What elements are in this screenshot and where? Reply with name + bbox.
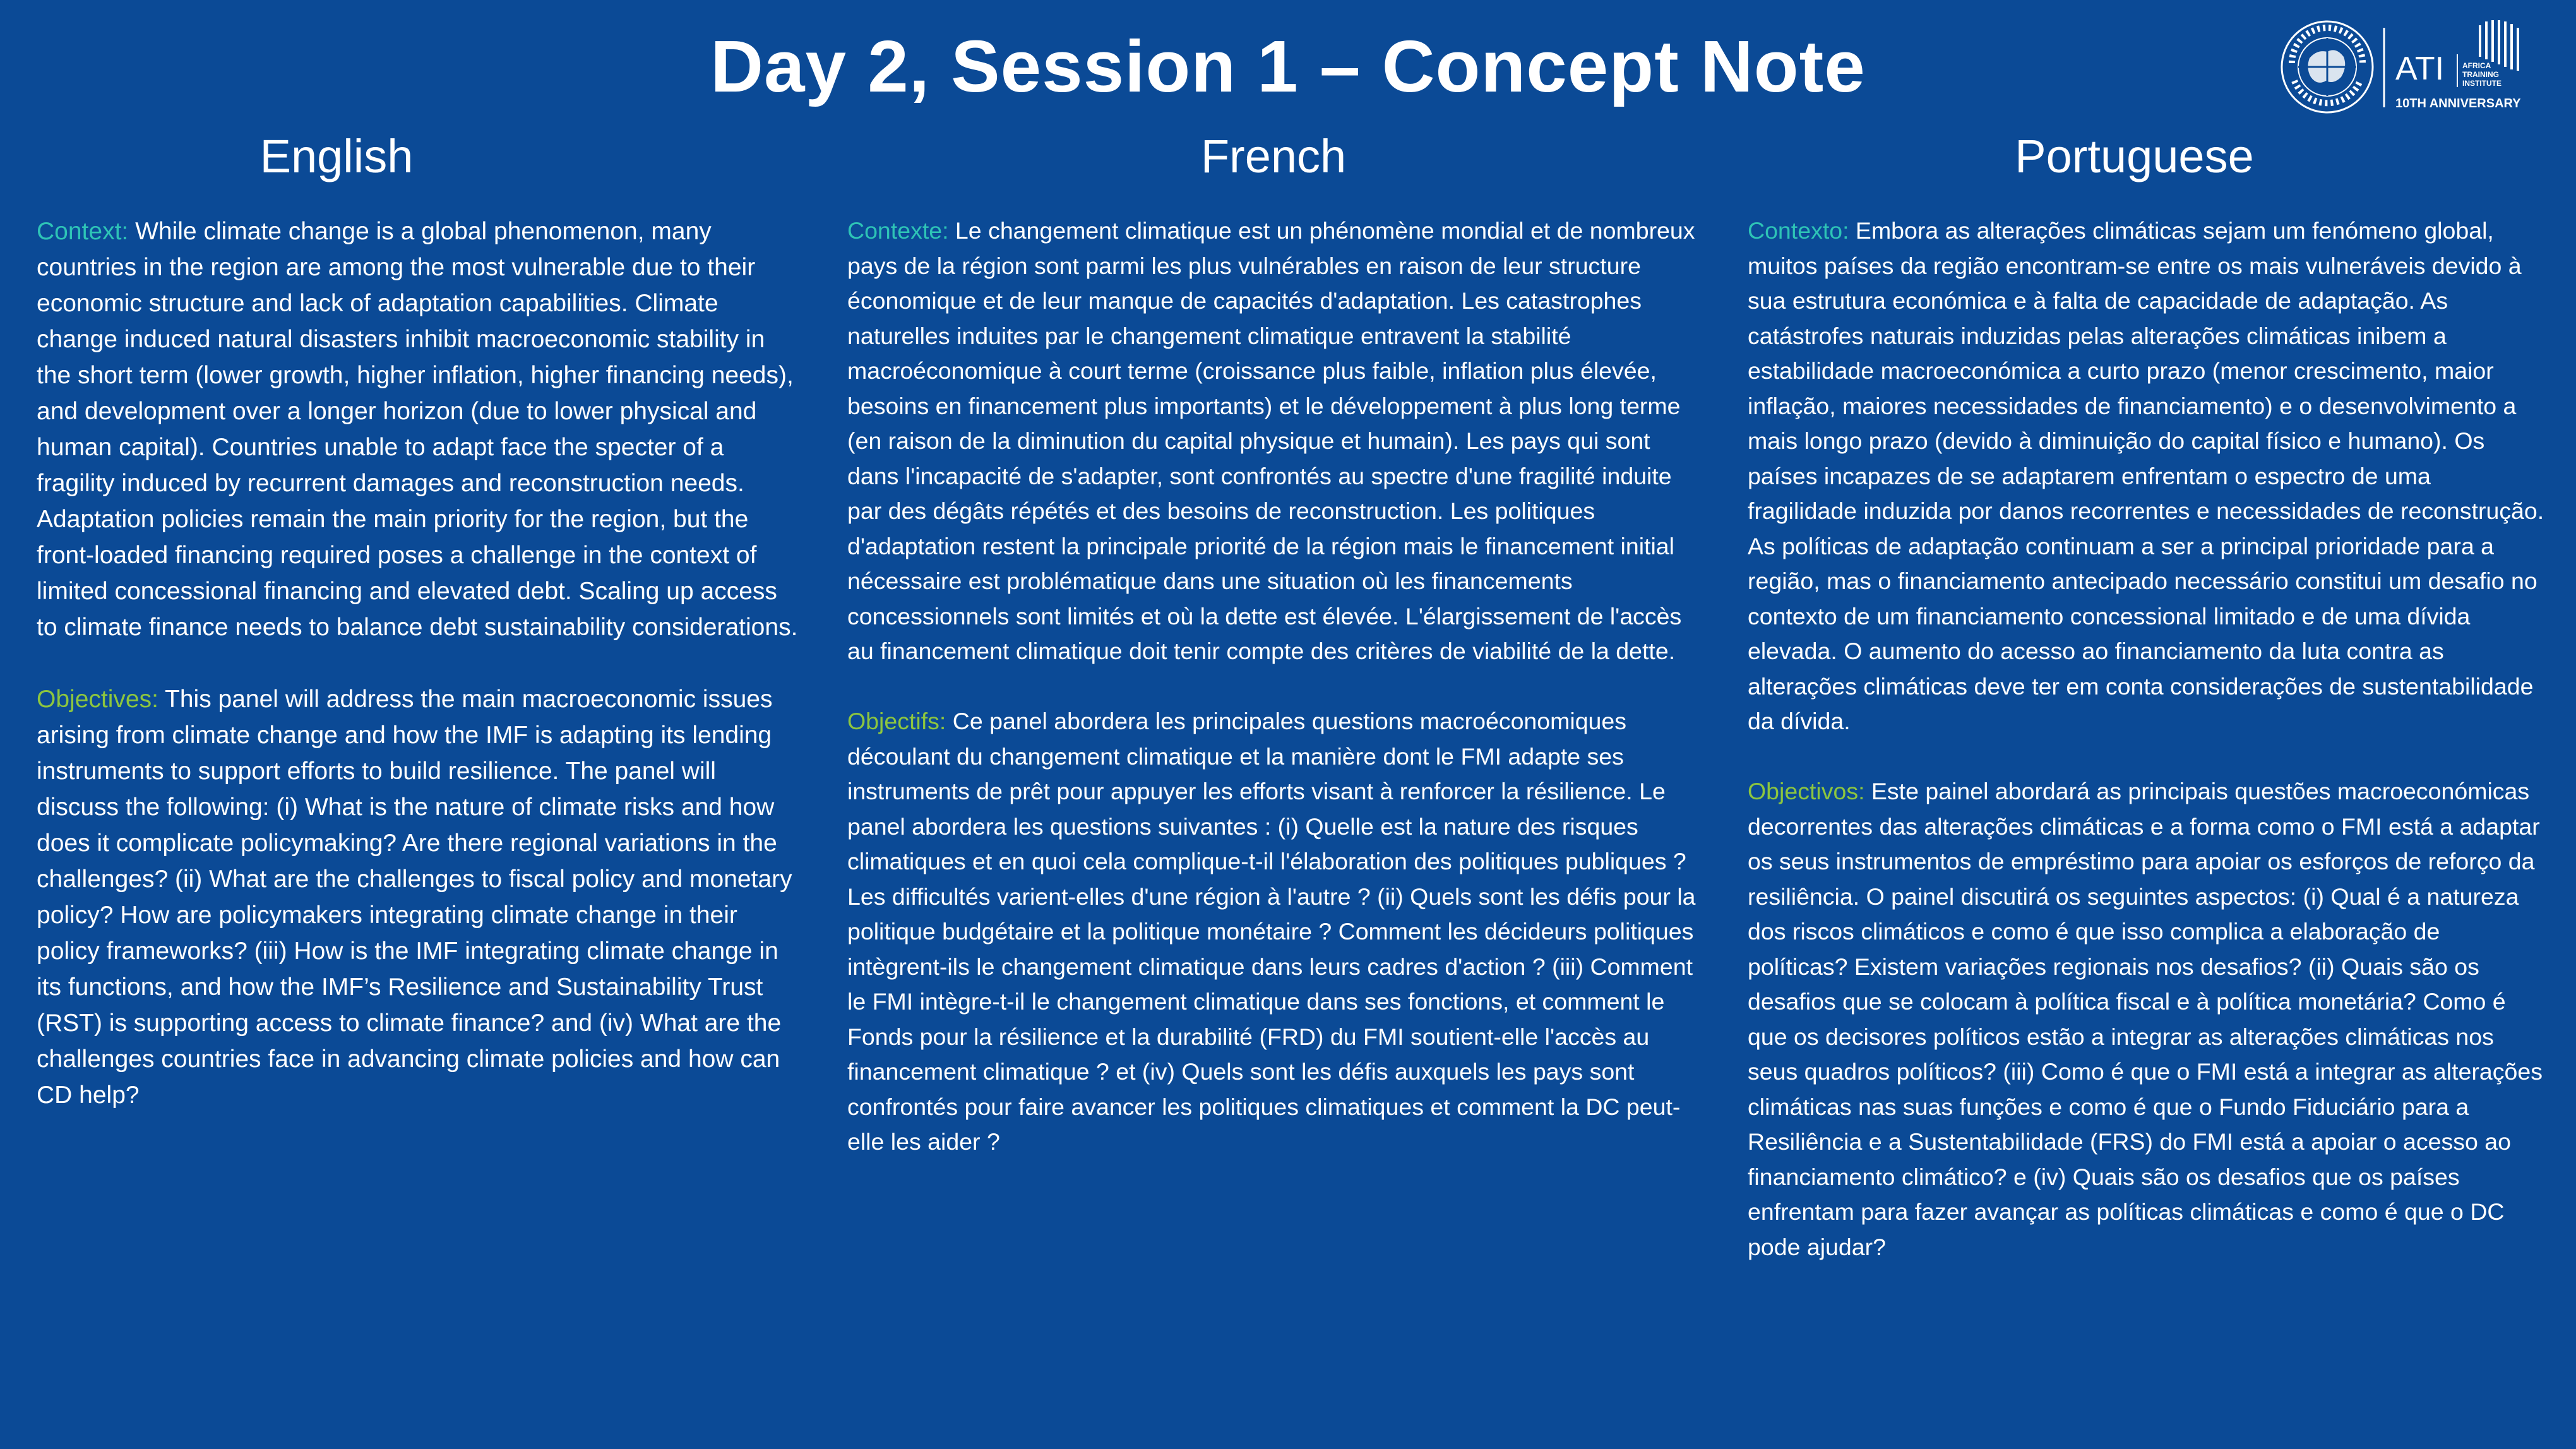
objectives-paragraph-portuguese — [1748, 774, 2546, 1265]
svg-text:10TH ANNIVERSARY: 10TH ANNIVERSARY — [2395, 97, 2521, 110]
context-text: Le changement climatique est un phénomène mondial et de nombreux pays de la région sont parmi les plus vulnérables en raison de leur structure économique et de leur manque de capacités d'adaptation. Les catastrophes naturelles induites par le changement climatique entravent la stabilité macroéconomique à court terme (croissance plus faible, inflation plus élevée, besoins en financement plus importants) et le développement à plus long terme (en raison de la diminution du capital physique et humain). Les pays qui sont dans l'incapacité de s'adapter, sont confrontés au spectre d'une fragilité induite par des dégâts répétés et des besoins de reconstruction. Les politiques d'adaptation restent la principale priorité de la région mais le financement initial nécessaire est problématique dans une situation où les financements concessionnels sont limités et où la dette est élevée. L'élargissement de l'accès au financement climatique doit tenir compte des critères de viabilité de la dette. — [847, 217, 1695, 664]
french-column — [847, 129, 1700, 1160]
column-heading-english: English — [259, 130, 414, 182]
svg-text:ATI: ATI — [2395, 51, 2445, 87]
objectives-label: Objectifs: — [847, 708, 946, 734]
page-title: Day 2, Session 1 – Concept Note — [710, 25, 1866, 107]
context-label: Contexto: — [1748, 217, 1849, 244]
objectives-text: Ce panel abordera les principales questions macroéconomiques découlant du changement climatique et la manière dont le FMI adapte ses instruments de prêt pour appuyer les efforts visant à renforcer la résilience. Le panel abordera les questions suivantes : (i) Quelle est la nature des risques climatiques et en quoi cela complique-t-il l'élaboration des politiques publiques ? Les difficultés varient-elles d'une région à l'autre ? (ii) Quels sont les défis pour la politique budgétaire et la politique monétaire ? Comment les décideurs politiques intègrent-ils le changement climatique dans leurs cadres d'action ? (iii) Comment le FMI intègre-t-il le changement climatique dans ses fonctions, et comment le Fonds pour la résilience et la durabilité (FRD) du FMI soutient-elle l'accès au financement climatique ? et (iv) Quels sont les défis auxquels les pays sont confrontés pour faire avancer les politiques climatiques et comment la DC peut-elle les aider ? — [847, 708, 1696, 1155]
english-column — [37, 129, 801, 1113]
imf-ati-logos — [2273, 18, 2551, 119]
objectives-paragraph-french — [847, 704, 1700, 1160]
column-heading-french: French — [1200, 130, 1347, 182]
objectives-label: Objectivos: — [1748, 778, 1865, 804]
imf-seal-logo — [2282, 21, 2373, 112]
context-text: Embora as alterações climáticas sejam um fenómeno global, muitos países da região encontram-se entre os mais vulneráveis devido à sua estrutura económica e à falta de capacidade de adaptação. As catástrofes naturais induzidas pelas alterações climáticas inibem a estabilidade macroeconómica a curto prazo (menor crescimento, maior inflação, maiores necessidades de financiamento) e o desenvolvimento a mais longo prazo (devido à diminuição do capital físico e humano). Os países incapazes de se adaptarem enfrentam o espectro de uma fragilidade induzida por danos recorrentes e necessidades de reconstrução. As políticas de adaptação continuam a ser a principal prioridade para a região, mas o financiamento antecipado necessário constitui um desafio no contexto de um financiamento concessional limitado e de uma dívida elevada. O aumento do acesso ao financiamento da luta contra as alterações climáticas deve ter em conta considerações de sustentabilidade da dívida. — [1748, 217, 2544, 734]
context-paragraph-french — [847, 213, 1700, 669]
ati-logo — [2395, 20, 2521, 110]
objectives-text: Este painel abordará as principais questões macroeconómicas decorrentes das alterações climáticas e a forma como o FMI está a adaptar os seus instrumentos de empréstimo para apoiar os esforços de reforço da resiliência. O painel discutirá os seguintes aspectos: (i) Qual é a natureza dos riscos climáticos e como é que isso complica a elaboração de políticas? Existem variações regionais nos desafios? (ii) Quais são os desafios que se colocam à política fiscal e à política monetária? Como é que os decisores políticos estão a integrar as alterações climáticas nos seus quadros políticos? (iii) Como é que o FMI está a integrar as alterações climáticas nas suas funções e como é que o Fundo Fiduciário para a Resiliência e a Sustentabilidade (FRS) do FMI está a apoiar o acesso ao financiamento climático? e (iv) Quais são os desafios que os países enfrentam para fazer avançar as políticas climáticas e como é que o DC pode ajudar? — [1748, 778, 2543, 1260]
svg-text:INSTITUTE: INSTITUTE — [2462, 79, 2501, 88]
context-text: While climate change is a global phenomenon, many countries in the region are among the most vulnerable due to their economic structure and lack of adaptation capabilities. Climate change induced natural disasters inhibit macroeconomic stability in the short term (lower growth, higher inflation, higher financing needs), and development over a longer horizon (due to lower physical and human capital). Countries unable to adapt face the specter of a fragility induced by recurrent damages and reconstruction needs. Adaptation policies remain the main priority for the region, but the front-loaded financing required poses a challenge in the context of limited concessional financing and elevated debt. Scaling up access to climate finance needs to balance debt sustainability considerations. — [37, 218, 798, 641]
portuguese-column — [1748, 129, 2546, 1265]
objectives-paragraph-english — [37, 681, 801, 1113]
column-heading-portuguese: Portuguese — [2015, 130, 2254, 182]
objectives-text: This panel will address the main macroeconomic issues arising from climate change and how the IMF is adapting its lending instruments to support efforts to build resilience. The panel will discuss the following: (i) What is the nature of climate risks and how does it complicate policymaking? Are there regional variations in the challenges? (ii) What are the challenges to fiscal policy and monetary policy? How are policymakers integrating climate change in their policy frameworks? (iii) How is the IMF integrating climate change in its functions, and how the IMF’s Resilience and Sustainability Trust (RST) is supporting access to climate finance? and (iv) What are the challenges countries face in advancing climate policies and how can CD help? — [37, 686, 792, 1109]
context-paragraph-english — [37, 213, 801, 645]
context-paragraph-portuguese — [1748, 213, 2546, 739]
context-label: Context: — [37, 218, 129, 245]
svg-text:AFRICA: AFRICA — [2462, 61, 2491, 70]
context-label: Contexte: — [847, 217, 949, 244]
svg-text:TRAINING: TRAINING — [2462, 70, 2499, 79]
objectives-label: Objectives: — [37, 686, 158, 713]
logo-group — [2273, 18, 2551, 119]
